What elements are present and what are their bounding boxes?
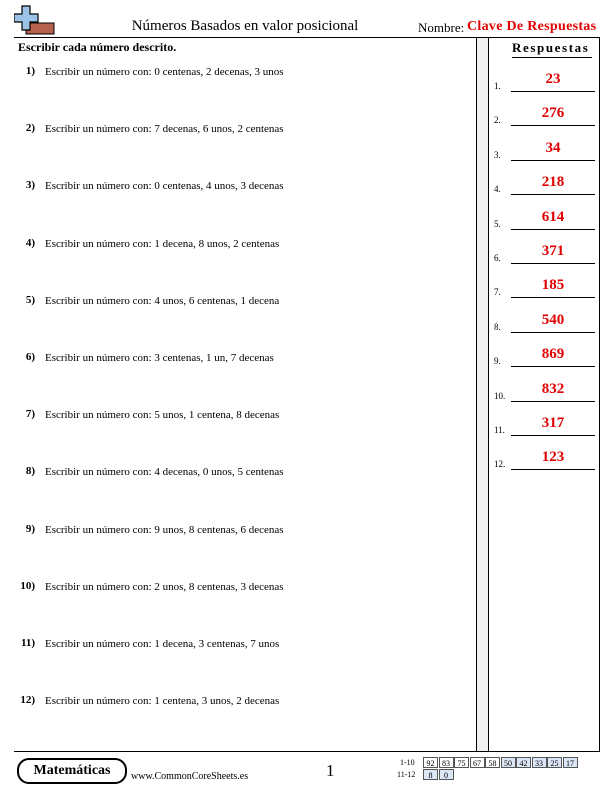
answer-line <box>511 435 595 436</box>
question-number: 10) <box>20 580 35 592</box>
answer-value: 540 <box>541 312 565 328</box>
question-number: 1) <box>25 65 35 77</box>
answer-number: 10. <box>494 391 506 401</box>
score-cell: 67 <box>470 757 485 768</box>
score-cell: 50 <box>501 757 516 768</box>
answer-number: 9. <box>494 356 501 366</box>
answer-number: 5. <box>494 219 501 229</box>
question-text: Escribir un número con: 1 decena, 8 unos, 2 centenas <box>45 238 280 250</box>
answer-value: 34 <box>545 140 561 156</box>
footer-divider <box>14 751 600 752</box>
question-number: 5) <box>25 294 35 306</box>
score-cell: 58 <box>485 757 500 768</box>
answer-number: 1. <box>494 81 501 91</box>
page-number: 1 <box>326 761 335 780</box>
answer-line <box>511 401 595 402</box>
score-cell: 33 <box>532 757 547 768</box>
answer-value: 123 <box>541 449 565 465</box>
answer-number: 6. <box>494 253 501 263</box>
answer-line <box>511 125 595 126</box>
score-cell: 0 <box>439 769 454 780</box>
question-number: 9) <box>25 523 35 535</box>
answer-line <box>511 229 595 230</box>
name-value: Clave De Respuestas <box>467 19 597 34</box>
header-divider <box>14 37 600 38</box>
answer-value: 832 <box>541 381 565 397</box>
site-url: www.CommonCoreSheets.es <box>131 771 249 782</box>
column-divider <box>488 37 489 751</box>
name-label: Nombre: <box>418 20 465 35</box>
instructions: Escribir cada número descrito. <box>18 40 177 54</box>
score-cell: 42 <box>516 757 531 768</box>
question-text: Escribir un número con: 1 centena, 3 unos, 2 decenas <box>45 695 280 707</box>
answer-line <box>511 469 595 470</box>
question-text: Escribir un número con: 4 decenas, 0 unos, 5 centenas <box>45 466 284 478</box>
answer-value: 614 <box>541 209 565 225</box>
question-text: Escribir un número con: 9 unos, 8 centenas, 6 decenas <box>45 524 284 536</box>
answer-line <box>511 91 595 92</box>
column-gutter <box>477 38 488 751</box>
question-text: Escribir un número con: 7 decenas, 6 unos, 2 centenas <box>45 123 284 135</box>
answer-value: 371 <box>541 243 565 259</box>
answer-number: 4. <box>494 184 501 194</box>
answer-value: 185 <box>541 277 565 293</box>
question-number: 11) <box>20 637 35 649</box>
answer-value: 276 <box>541 105 565 121</box>
page-border-right <box>599 37 600 751</box>
score-row-label: 1-10 <box>400 758 415 767</box>
answer-line <box>511 194 595 195</box>
question-number: 3) <box>25 179 35 191</box>
answer-line <box>511 366 595 367</box>
question-text: Escribir un número con: 2 unos, 8 centenas, 3 decenas <box>45 581 284 593</box>
answer-number: 12. <box>494 459 506 469</box>
question-number: 8) <box>25 465 35 477</box>
answer-number: 11. <box>494 425 505 435</box>
answer-value: 869 <box>541 346 565 362</box>
score-row-label: 11-12 <box>397 770 416 779</box>
score-cell: 25 <box>547 757 562 768</box>
answer-number: 3. <box>494 150 501 160</box>
question-text: Escribir un número con: 3 centenas, 1 un, 7 decenas <box>45 352 274 364</box>
question-text: Escribir un número con: 5 unos, 1 centena, 8 decenas <box>45 409 280 421</box>
score-cell: 92 <box>423 757 438 768</box>
answer-number: 7. <box>494 287 501 297</box>
page-title: Números Basados en valor posicional <box>131 18 359 34</box>
answer-line <box>511 332 595 333</box>
column-divider <box>476 37 477 751</box>
question-number: 7) <box>25 408 35 420</box>
answer-value: 23 <box>545 71 561 87</box>
brand-badge: Matemáticas <box>17 758 127 784</box>
answer-number: 2. <box>494 115 501 125</box>
answer-number: 8. <box>494 322 501 332</box>
question-text: Escribir un número con: 1 decena, 3 centenas, 7 unos <box>45 638 280 650</box>
question-text: Escribir un número con: 0 centenas, 4 unos, 3 decenas <box>45 180 284 192</box>
score-cell: 17 <box>563 757 578 768</box>
answers-header: Respuestas <box>512 40 590 55</box>
answer-line <box>511 160 595 161</box>
answer-value: 218 <box>541 174 565 190</box>
answers-header-underline <box>512 57 592 58</box>
answer-line <box>511 263 595 264</box>
score-cell: 83 <box>439 757 454 768</box>
question-number: 6) <box>25 351 35 363</box>
question-number: 4) <box>25 237 35 249</box>
question-text: Escribir un número con: 4 unos, 6 centenas, 1 decena <box>45 295 280 307</box>
score-cell: 8 <box>423 769 438 780</box>
answer-line <box>511 297 595 298</box>
question-text: Escribir un número con: 0 centenas, 2 decenas, 3 unos <box>45 66 284 78</box>
question-number: 2) <box>25 122 35 134</box>
answer-value: 317 <box>541 415 565 431</box>
question-number: 12) <box>20 694 35 706</box>
score-cell: 75 <box>454 757 469 768</box>
